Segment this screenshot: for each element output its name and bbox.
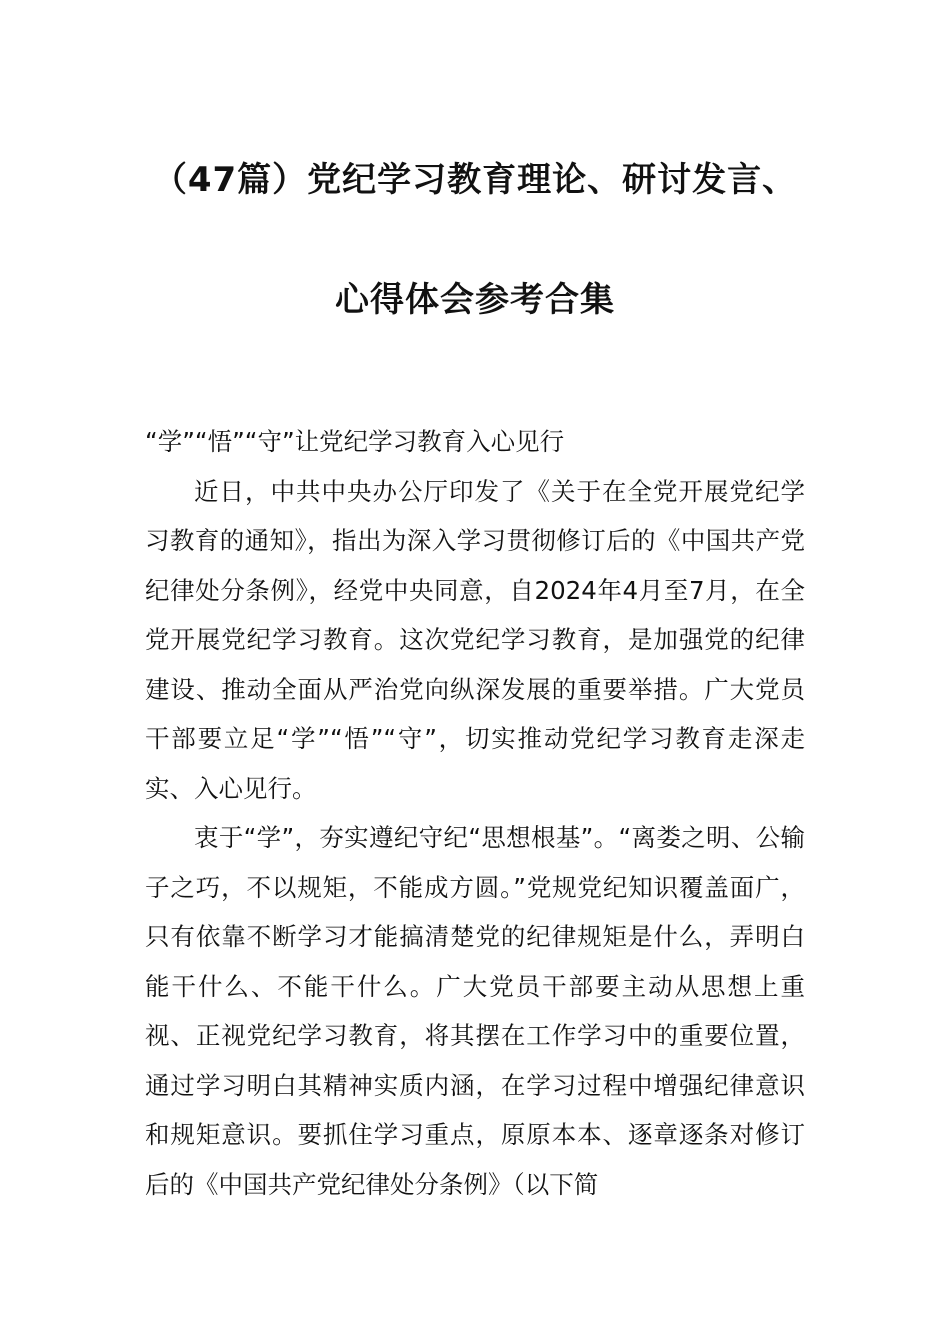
article-title: “学”“悟”“守”让党纪学习教育入心见行 <box>145 427 565 456</box>
document-body <box>145 417 805 1209</box>
document-title-line-1: （47篇）党纪学习教育理论、研讨发言、 <box>152 160 798 200</box>
paragraph: 近日，中共中央办公厅印发了《关于在全党开展党纪学习教育的通知》，指出为深入学习贯彻修订后的《中国共产党纪律处分条例》，经党中央同意，自2024年4月至7月，在全党开展党纪学习教育。这次党纪学习教育，是加强党的纪律建设、推动全面从严治党向纵深发展的重要举措。广大党员干部要立足“学”“悟”“守”，切实推动党纪学习教育走深走实、入心见行。 <box>145 476 805 803</box>
document-title-line-2: 心得体会参考合集 <box>335 280 615 320</box>
paragraph: 衷于“学”，夯实遵纪守纪“思想根基”。“离娄之明、公输子之巧，不以规矩，不能成方圆。”党规党纪知识覆盖面广，只有依靠不断学习才能搞清楚党的纪律规矩是什么，弄明白能干什么、不能干什么。广大党员干部要主动从思想上重视、正视党纪学习教育，将其摆在工作学习中的重要位置，通过学习明白其精神实质内涵，在学习过程中增强纪律意识和规矩意识。要抓住学习重点，原原本本、逐章逐条对修订后的《中国共产党纪律处分条例》（以下简 <box>145 823 805 1199</box>
